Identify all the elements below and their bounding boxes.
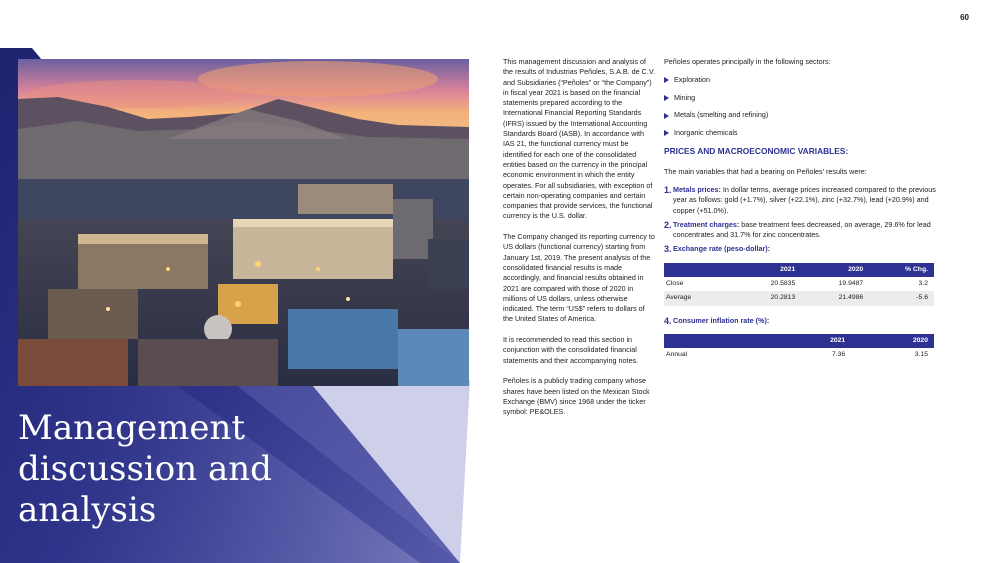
variable-item: 2. Treatment charges: base treatment fees decreased, on average, 29.6% for lead concentrates and 31.7% for zinc concentrates. bbox=[664, 219, 931, 240]
variable-item: 3. Exchange rate (peso-dollar): bbox=[664, 244, 771, 255]
inflation-table bbox=[664, 334, 934, 363]
intro-paragraph: The Company changed its reporting currency to US dollars (functional currency) starting from January 1st, 2019. The present analysis of the consolidated financial results is made accordingly, and financial results obtained in 2021 are compared with those of 2020 in millions of US dollars, unless otherwise indicated. The term “US$” refers to dollars of the United States of America. bbox=[503, 232, 655, 324]
variable-item: 4. Consumer inflation rate (%): bbox=[664, 315, 770, 326]
table-header-row: 2021 2020 % Chg. bbox=[664, 263, 934, 277]
triangle-bullet-icon bbox=[664, 130, 669, 136]
list-item: Inorganic chemicals bbox=[664, 128, 944, 138]
intro-paragraph: It is recommended to read this section in conjunction with the consolidated financial statements and their accompanying notes. bbox=[503, 335, 639, 365]
intro-column bbox=[503, 57, 655, 428]
prices-intro: The main variables that had a bearing on Peñoles' results were: bbox=[664, 166, 867, 176]
sectors-list bbox=[664, 75, 944, 138]
exchange-rate-table bbox=[664, 263, 934, 306]
prices-heading: PRICES AND MACROECONOMIC VARIABLES: bbox=[664, 146, 849, 157]
sectors-intro: Peñoles operates principally in the following sectors: bbox=[664, 57, 831, 66]
triangle-bullet-icon bbox=[664, 113, 669, 119]
triangle-bullet-icon bbox=[664, 77, 669, 83]
table-row: Average 20.2813 21.4986 -5.6 bbox=[664, 291, 934, 305]
table-header-row: 2021 2020 bbox=[664, 334, 934, 348]
table-row: Annual 7.36 3.15 bbox=[666, 351, 928, 359]
variable-item: 1. Metals prices: In dollar terms, average prices increased compared to the previous year as follows: gold (+1.7%), silver (+22.1%), zinc (+32.7%), lead (+20.9%) and copper (+51.0%). bbox=[664, 184, 936, 215]
table-row: Close 20.5835 19.9487 3.2 bbox=[666, 280, 928, 288]
sectors-column bbox=[664, 57, 944, 373]
list-item: Metals (smelting and refining) bbox=[664, 110, 944, 120]
page-number: 60 bbox=[960, 13, 969, 22]
triangle-bullet-icon bbox=[664, 95, 669, 101]
intro-paragraph: Peñoles is a publicly trading company whose shares have been listed on the Mexican Stock Exchange (BMV) since 1968 under the ticker symbol: PE&OLES. bbox=[503, 376, 650, 417]
page-title: Management discussion and analysis bbox=[18, 408, 272, 530]
list-item: Mining bbox=[664, 93, 944, 103]
industrial-complex-photo bbox=[18, 59, 469, 386]
intro-paragraph: This management discussion and analysis of the results of Industrias Peñoles, S.A.B. de C.V. and Subsidiaries (“Peñoles” or “the Company”) in fiscal year 2021 is based on the financial statements prepared according to the International Financial Reporting Standards (IFRS) issued by the International Accounting Standards Board (IASB). In accordance with IAS 21, the functional currency must be identified for each one of the consolidated entities based on the currency in the principal economic environment in which the entity operates. For all subsidiaries, with exception of certain non-operating companies and certain companies that provide services, the functional currency is the U.S. dollar. bbox=[503, 57, 655, 221]
list-item: Exploration bbox=[664, 75, 944, 85]
